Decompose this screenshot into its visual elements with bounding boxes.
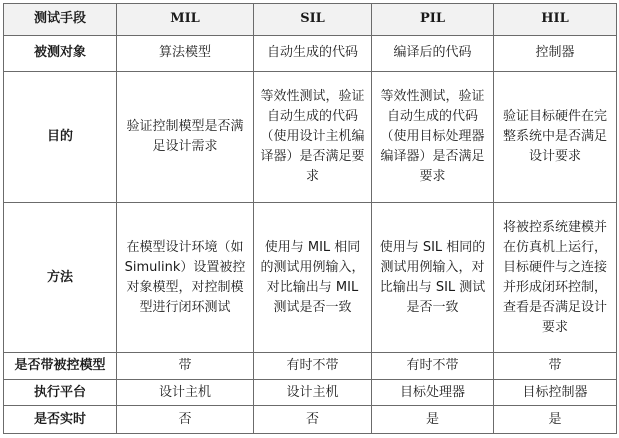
row-label-method: 方法: [4, 202, 117, 353]
table-cell: 目标处理器: [372, 379, 494, 405]
table-cell: 有时不带: [254, 353, 372, 379]
table-row: [4, 72, 617, 202]
table-cell: 在模型设计环境（如 Simulink）设置被控对象模型，对控制模型进行闭环测试: [117, 202, 254, 353]
table-cell: 等效性测试，验证自动生成的代码（使用目标处理器编译器）是否满足要求: [372, 72, 494, 202]
table-cell: 将被控系统建模并在仿真机上运行，目标硬件与之连接并形成闭环控制，查看是否满足设计要求: [494, 202, 617, 353]
table-cell: 带: [494, 353, 617, 379]
header-mil: MIL: [117, 4, 254, 36]
table-cell: 有时不带: [372, 353, 494, 379]
header-row-label: 测试手段: [4, 4, 117, 36]
table-cell: 目标控制器: [494, 379, 617, 405]
table-row: [4, 379, 617, 405]
table-cell: 是: [372, 406, 494, 434]
table-cell: 自动生成的代码: [254, 35, 372, 72]
table-cell: 带: [117, 353, 254, 379]
table-cell: 验证目标硬件在完整系统中是否满足设计要求: [494, 72, 617, 202]
table-row: [4, 35, 617, 72]
table-cell: 否: [254, 406, 372, 434]
table-row: [4, 406, 617, 434]
row-label-plant-model: 是否带被控模型: [4, 353, 117, 379]
table-cell: 算法模型: [117, 35, 254, 72]
row-label-test-object: 被测对象: [4, 35, 117, 72]
table-row: [4, 202, 617, 353]
header-hil: HIL: [494, 4, 617, 36]
table-row: [4, 353, 617, 379]
table-cell: 是: [494, 406, 617, 434]
row-label-realtime: 是否实时: [4, 406, 117, 434]
header-pil: PIL: [372, 4, 494, 36]
comparison-table: [3, 3, 617, 434]
table-cell: 编译后的代码: [372, 35, 494, 72]
table-cell: 使用与 SIL 相同的测试用例输入，对比输出与 SIL 测试是否一致: [372, 202, 494, 353]
table-cell: 否: [117, 406, 254, 434]
row-label-purpose: 目的: [4, 72, 117, 202]
table-cell: 设计主机: [117, 379, 254, 405]
header-sil: SIL: [254, 4, 372, 36]
table-cell: 等效性测试，验证自动生成的代码（使用设计主机编译器）是否满足要求: [254, 72, 372, 202]
table-header-row: [4, 4, 617, 36]
table-cell: 设计主机: [254, 379, 372, 405]
row-label-platform: 执行平台: [4, 379, 117, 405]
table-cell: 验证控制模型是否满足设计需求: [117, 72, 254, 202]
table-cell: 控制器: [494, 35, 617, 72]
table-cell: 使用与 MIL 相同的测试用例输入，对比输出与 MIL 测试是否一致: [254, 202, 372, 353]
